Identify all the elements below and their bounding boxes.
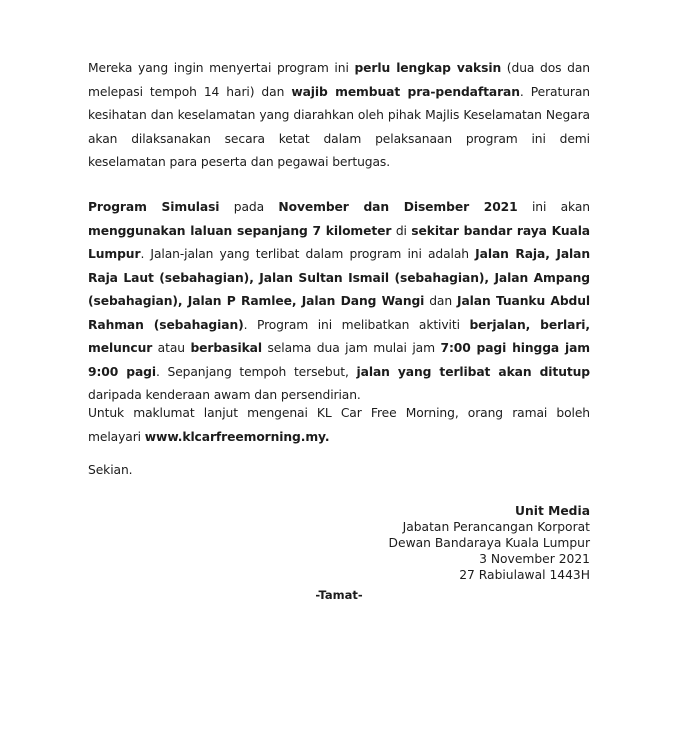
end-mark: -Tamat-: [315, 588, 363, 602]
bold-program-name: Program Simulasi: [88, 200, 220, 214]
bold-road-tar: Jalan Tuanku Abdul Rahman (sebahagian): [88, 294, 591, 332]
bold-route-area: sekitar bandar raya Kuala Lumpur: [88, 223, 591, 261]
paragraph-vaccination-requirements: [88, 57, 590, 175]
text-segment: Mereka yang ingin menyertai program ini: [88, 61, 355, 75]
text-segment: atau: [152, 341, 191, 355]
signature-hijri-date: 27 Rabiulawal 1443H: [459, 568, 590, 582]
text-segment: daripada kenderaan awam dan persendirian.: [88, 388, 361, 402]
signature-organization: Dewan Bandaraya Kuala Lumpur: [388, 536, 590, 550]
text-segment: selama dua jam mulai jam: [262, 341, 441, 355]
signature-department: Jabatan Perancangan Korporat: [402, 520, 590, 534]
bold-program-dates: November dan Disember 2021: [278, 200, 518, 214]
closing-text: Sekian.: [88, 463, 133, 477]
bold-cycling: berbasikal: [190, 341, 262, 355]
text-segment: . Jalan-jalan yang terlibat dalam program ini adalah: [140, 247, 476, 261]
bold-vaccine-requirement: perlu lengkap vaksin: [354, 61, 502, 75]
text-segment: ini akan: [517, 200, 590, 214]
website-link[interactable]: www.klcarfreemorning.my.: [144, 429, 330, 444]
bold-preregistration-requirement: wajib membuat pra-pendaftaran: [291, 84, 520, 99]
bold-roads-list: Jalan Raja, Jalan Raja Laut (sebahagian), Jalan Sultan Ismail (sebahagian), Jalan Ampang (sebahagian), Jalan P Ramlee, Jalan Dang Wangi: [88, 247, 590, 308]
bold-activities: berjalan, berlari, meluncur: [88, 317, 590, 355]
text-segment: pada: [219, 200, 279, 214]
text-segment: . Program ini melibatkan aktiviti: [243, 317, 470, 332]
text-segment: (dua dos dan melepasi tempoh 14 hari) dan: [88, 61, 590, 99]
signature-date: 3 November 2021: [479, 552, 590, 566]
bold-time-range: 7:00 pagi hingga jam 9:00 pagi: [88, 341, 591, 379]
text-segment: di: [391, 223, 412, 238]
signature-unit: Unit Media: [514, 504, 590, 518]
signature-block: [290, 503, 590, 583]
text-segment: dan: [424, 294, 457, 308]
text-segment: . Peraturan kesihatan dan keselamatan yang diarahkan oleh pihak Majlis Keselamatan Negara akan dilaksanakan secara ketat dalam pelaksanaan program ini demi keselamatan para peserta dan pegawai bertugas.: [88, 84, 590, 169]
text-segment: Untuk maklumat lanjut mengenai KL Car Free Morning, orang ramai boleh melayari: [88, 406, 590, 444]
paragraph-more-info: [88, 402, 590, 449]
bold-route-length: menggunakan laluan sepanjang 7 kilometer: [88, 223, 392, 238]
paragraph-program-route: [88, 196, 590, 408]
text-segment: . Sepanjang tempoh tersebut,: [155, 364, 357, 379]
bold-road-closure: jalan yang terlibat akan ditutup: [356, 364, 590, 379]
